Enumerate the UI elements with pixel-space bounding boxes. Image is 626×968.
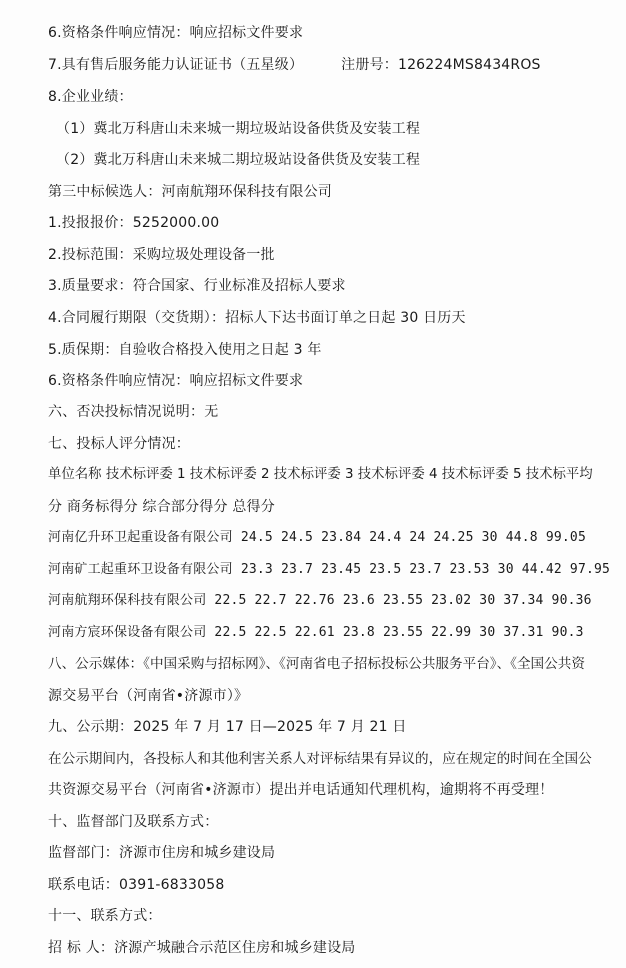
doc-line-objection-2: 共资源交易平台（河南省•济源市）提出并电话通知代理机构，逾期将不再受理！ xyxy=(48,782,554,798)
doc-line-13: 六、否决投标情况说明：无 xyxy=(48,404,219,420)
doc-line-supervision-heading: 十、监督部门及联系方式： xyxy=(48,814,219,830)
doc-line-6: 第三中标候选人：河南航翔环保科技有限公司 xyxy=(48,184,332,200)
doc-line-11: 5.质保期：自验收合格投入使用之日起 3 年 xyxy=(48,342,322,358)
doc-line-4: （1）冀北万科唐山未来城一期垃圾站设备供货及安装工程 xyxy=(56,121,421,137)
doc-line-tenderer: 招 标 人：济源产城融合示范区住房和城乡建设局 xyxy=(48,940,356,956)
score-row-3: 河南航翔环保科技有限公司 22.5 22.7 22.76 23.6 23.55 23.02 30 37.34 90.36 xyxy=(48,593,592,608)
doc-line-7: 1.投报报价：5252000.00 xyxy=(48,215,220,231)
score-row-1: 河南亿升环卫起重设备有限公司 24.5 24.5 23.84 24.4 24 24.25 30 44.8 99.05 xyxy=(48,530,586,545)
doc-line-2 xyxy=(48,56,541,74)
doc-line-8: 2.投标范围：采购垃圾处理设备一批 xyxy=(48,247,275,263)
doc-line-period: 九、公示期：2025 年 7 月 17 日—2025 年 7 月 21 日 xyxy=(48,719,407,735)
doc-line-10: 4.合同履行期限（交货期）：招标人下达书面订单之日起 30 日历天 xyxy=(48,310,466,326)
doc-line-supervision-phone: 联系电话：0391-6833058 xyxy=(48,877,225,893)
doc-line-12: 6.资格条件响应情况：响应招标文件要求 xyxy=(48,373,304,389)
doc-line-objection-1: 在公示期间内，各投标人和其他利害关系人对评标结果有异议的，应在规定的时间在全国公 xyxy=(48,751,592,767)
doc-line-1: 6.资格条件响应情况：响应招标文件要求 xyxy=(48,25,304,41)
registration-number: 注册号：126224MS8434ROS xyxy=(341,57,541,73)
doc-line-5: （2）冀北万科唐山未来城二期垃圾站设备供货及安装工程 xyxy=(56,152,421,168)
doc-line-3: 8.企业业绩： xyxy=(48,89,133,105)
doc-line-media-1: 八、公示媒体：《中国采购与招标网》、《河南省电子招标投标公共服务平台》、《全国公共资 xyxy=(48,656,585,672)
doc-line-media-2: 源交易平台（河南省•济源市）》 xyxy=(48,688,249,704)
score-header-line-2: 分 商务标得分 综合部分得分 总得分 xyxy=(48,499,275,515)
doc-line-contact-heading: 十一、联系方式： xyxy=(48,908,162,924)
score-row-4: 河南方宸环保设备有限公司 22.5 22.5 22.61 23.8 23.55 22.99 30 37.31 90.3 xyxy=(48,625,584,640)
score-header-line-1: 单位名称 技术标评委 1 技术标评委 2 技术标评委 3 技术标评委 4 技术标评委 5 技术标平均 xyxy=(48,467,593,482)
doc-line-9: 3.质量要求：符合国家、行业标准及招标人要求 xyxy=(48,278,346,294)
doc-line-supervision-dept: 监督部门：济源市住房和城乡建设局 xyxy=(48,845,276,861)
certificate-label: 7.具有售后服务能力认证证书（五星级） xyxy=(48,57,304,73)
doc-line-14: 七、投标人评分情况： xyxy=(48,436,190,452)
score-row-2: 河南矿工起重环卫设备有限公司 23.3 23.7 23.45 23.5 23.7 23.53 30 44.42 97.95 xyxy=(48,562,611,577)
